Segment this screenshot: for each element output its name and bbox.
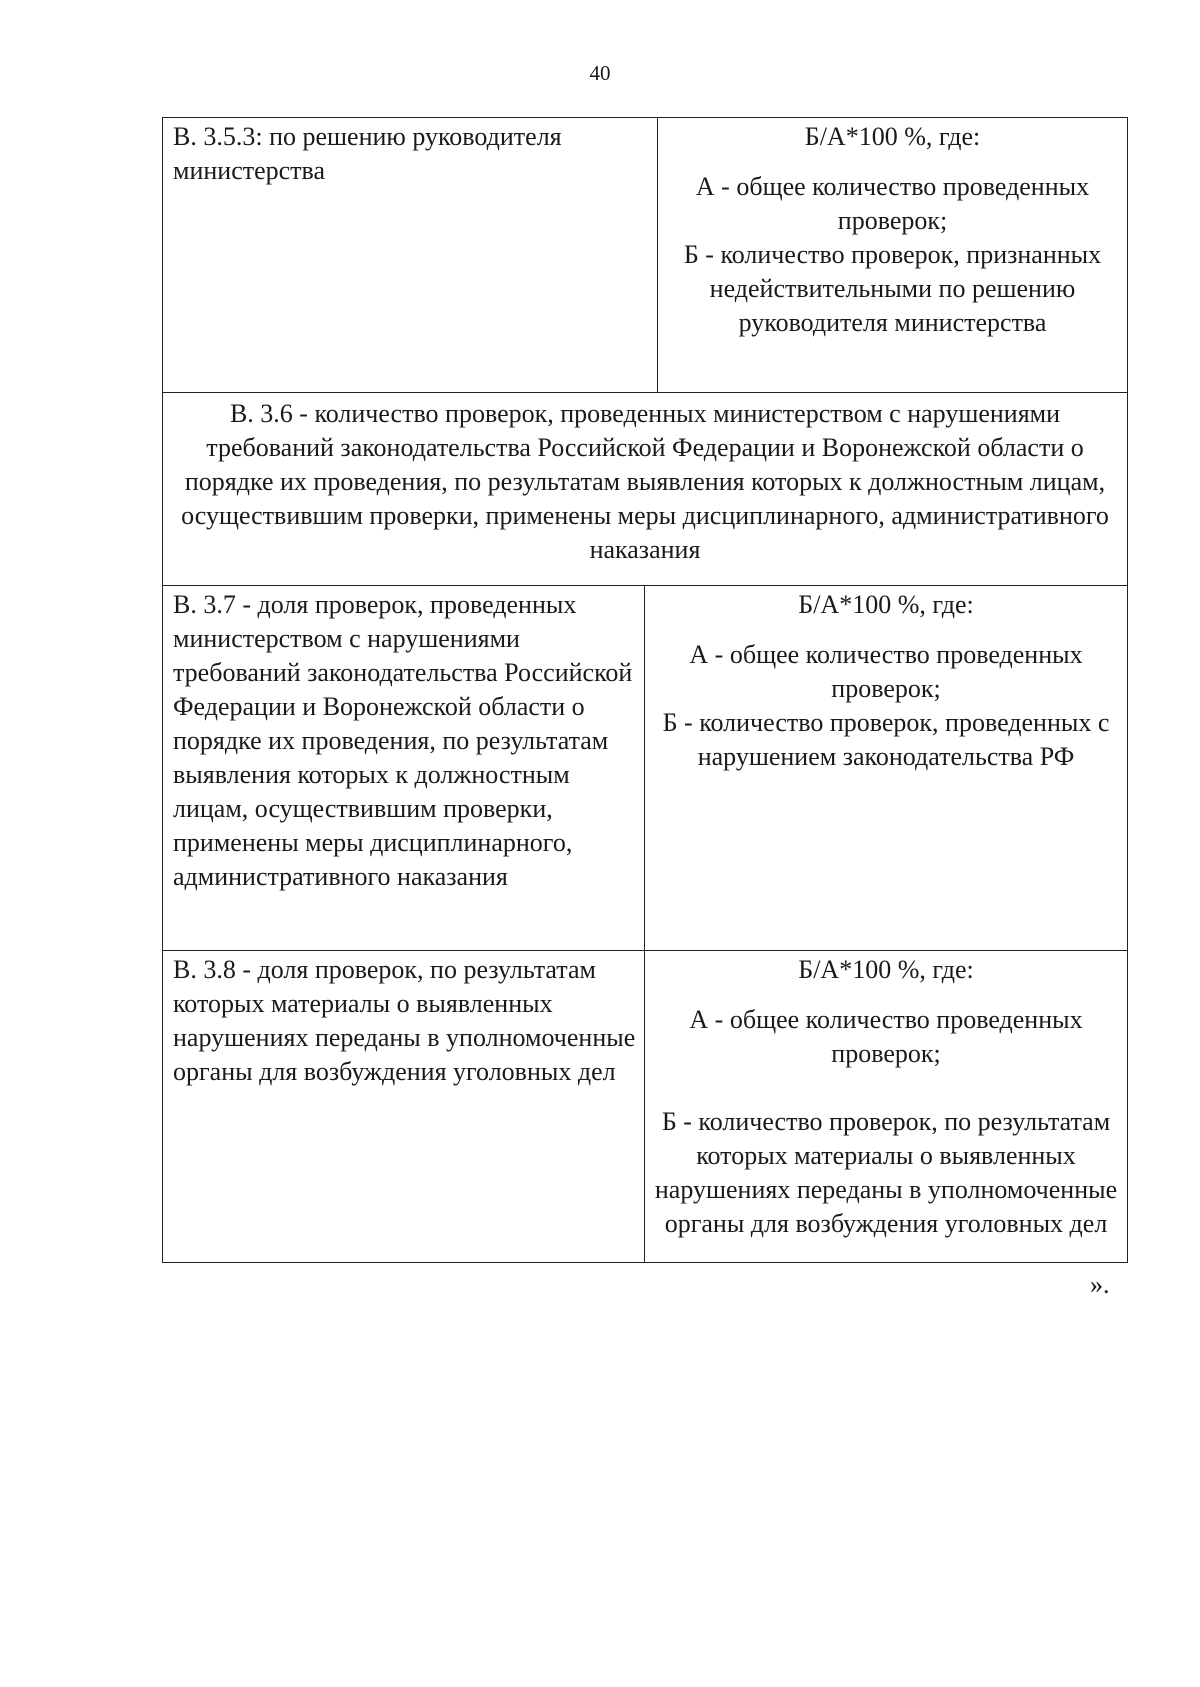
page-number: 40 (589, 61, 611, 85)
formula-cell (644, 951, 1127, 1262)
formula-definition-a: А - общее количество проведенных проверок; (689, 1005, 1083, 1068)
formula: Б/А*100 %, где: (798, 590, 974, 619)
table-row-3-5-3 (163, 118, 1127, 392)
formula: Б/А*100 %, где: (798, 955, 974, 984)
indicator-name-cell (163, 951, 644, 1262)
formula-definition-b: Б - количество проверок, по результатам которых материалы о выявленных нарушениях переданы в уполномоченные органы для возбуждения уголовных дел (654, 1107, 1118, 1238)
table-row-3-8 (163, 950, 1127, 1262)
indicator-name-cell (163, 118, 657, 392)
formula: Б/А*100 %, где: (804, 122, 981, 151)
indicator-heading: В. 3.6 - количество проверок, проведенных министерством с нарушениями требований законодательства Российской Федерации и Воронежской области о порядке их проведения, по результатам выявления которых к должностным лицам, осуществившим проверки, применены меры дисциплинарного, административного наказания (181, 399, 1109, 564)
merged-indicator-cell (163, 393, 1127, 585)
indicator-name: В. 3.5.3: по решению руководителя министерства (173, 122, 562, 185)
formula-definition-a: А - общее количество проведенных проверок; (695, 172, 1090, 235)
table-row-3-6 (163, 392, 1127, 585)
closing-quote: ». (1090, 1270, 1110, 1299)
formula-definition-b: Б - количество проверок, проведенных с нарушением законодательства РФ (662, 708, 1110, 771)
formula-definition-b: Б - количество проверок, признанных недействительными по решению руководителя министерства (683, 240, 1102, 337)
formula-cell (657, 118, 1127, 392)
indicator-name: В. 3.7 - доля проверок, проведенных министерством с нарушениями требований законодательства Российской Федерации и Воронежской области о порядке их проведения, по результатам выявления которых к должностным лицам, осуществившим проверки, применены меры дисциплинарного, административного наказания (173, 590, 633, 891)
indicators-table (162, 117, 1128, 1263)
indicator-name: В. 3.8 - доля проверок, по результатам которых материалы о выявленных нарушениях переданы в уполномоченные органы для возбуждения уголовных дел (173, 955, 636, 1086)
table-row-3-7 (163, 585, 1127, 950)
indicator-name-cell (163, 586, 644, 950)
formula-cell (644, 586, 1127, 950)
formula-definition-a: А - общее количество проведенных проверок; (689, 640, 1083, 703)
